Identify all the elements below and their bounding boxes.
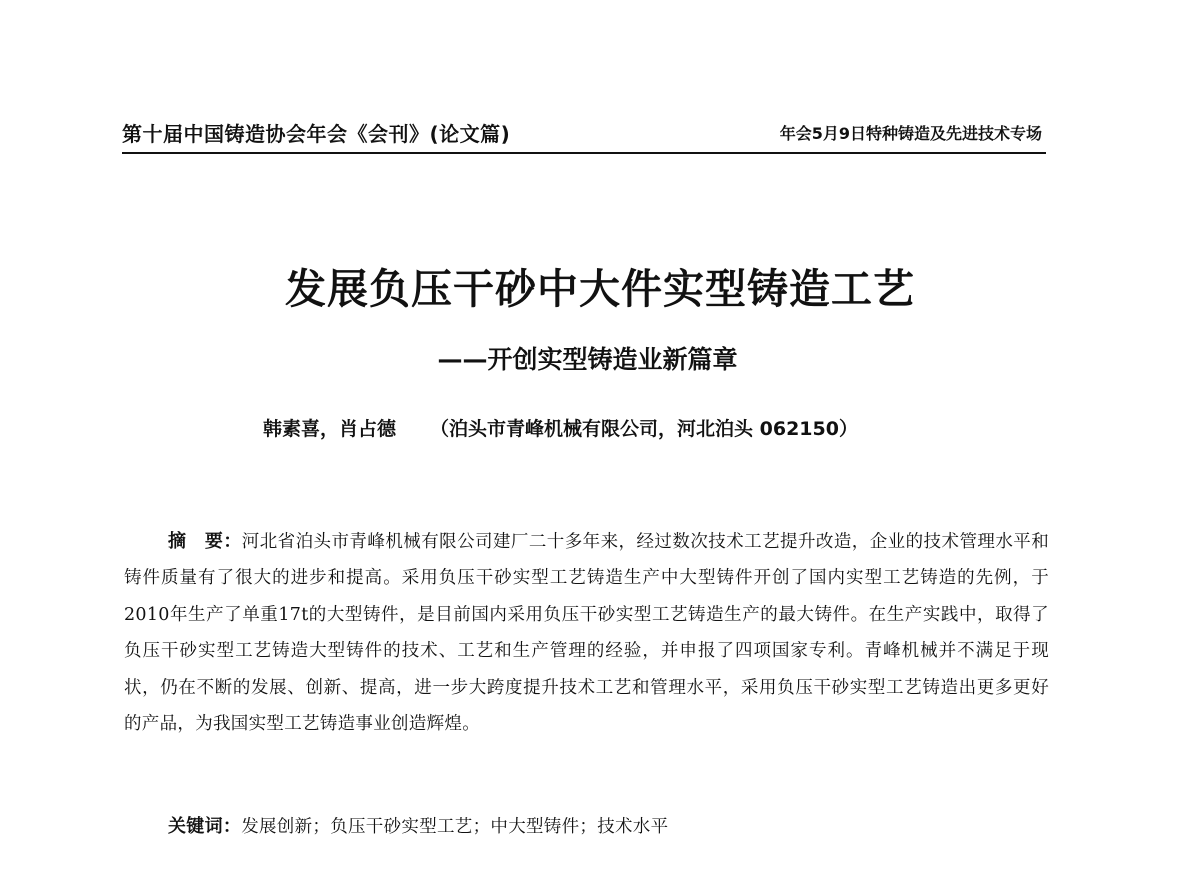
abstract-text: 河北省泊头市青峰机械有限公司建厂二十多年来，经过数次技术工艺提升改造，企业的技术管理水平和铸件质量有了很大的进步和提高。采用负压干砂实型工艺铸造生产中大型铸件开创了国内实型工艺铸造的先例，于2010年生产了单重17t的大型铸件，是目前国内采用负压干砂实型工艺铸造生产的最大铸件。在生产实践中，取得了负压干砂实型工艺铸造大型铸件的技术、工艺和生产管理的经验，并申报了四项国家专利。青峰机械并不满足于现状，仍在不断的发展、创新、提高，进一步大跨度提升技术工艺和管理水平，采用负压干砂实型工艺铸造出更多更好的产品，为我国实型工艺铸造事业创造辉煌。	[124, 532, 1050, 735]
affiliation: （泊头市青峰机械有限公司，河北泊头 062150）	[430, 418, 858, 440]
byline	[263, 414, 858, 441]
abstract	[124, 524, 1049, 742]
keywords	[168, 812, 668, 838]
paper-subtitle: ——开创实型铸造业新篇章	[437, 345, 738, 374]
authors: 韩素喜，肖占德	[263, 418, 397, 440]
proceedings-title: 第十届中国铸造协会年会《会刊》(论文篇)	[122, 122, 511, 146]
session-name: 年会5月9日特种铸造及先进技术专场	[779, 124, 1042, 143]
running-header	[122, 116, 1046, 154]
abstract-label: 摘 要：	[168, 531, 242, 552]
keywords-text: 发展创新；负压干砂实型工艺；中大型铸件；技术水平	[241, 817, 669, 837]
paper-title: 发展负压干砂中大件实型铸造工艺	[285, 265, 915, 313]
keywords-label: 关键词：	[168, 816, 242, 837]
